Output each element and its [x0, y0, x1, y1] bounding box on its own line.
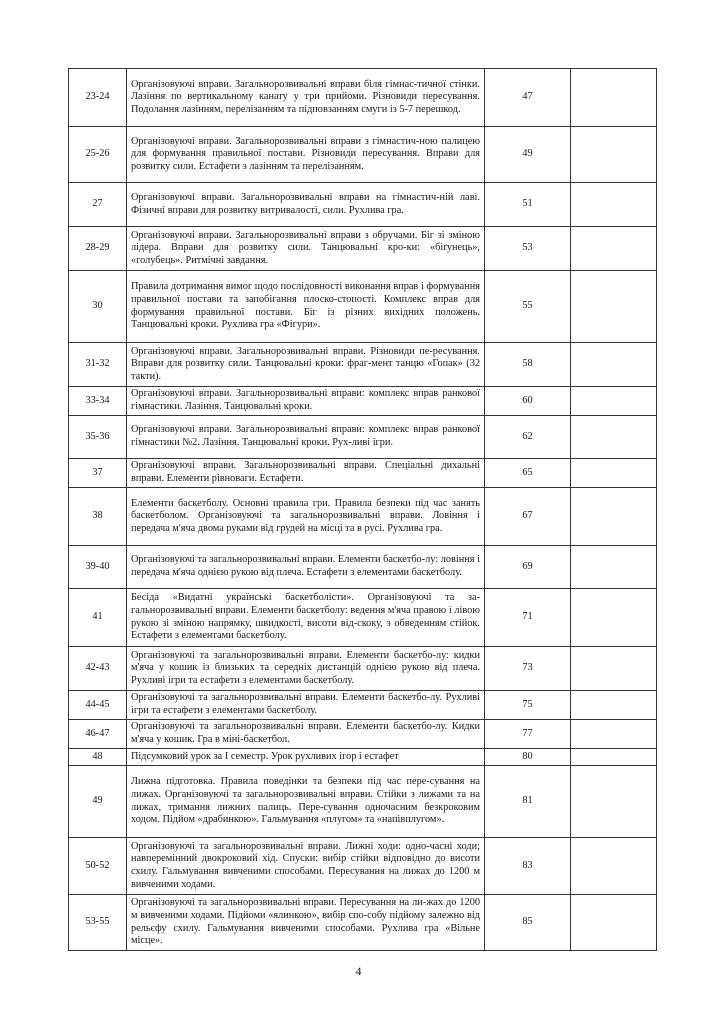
lesson-number-cell: 30 [69, 271, 127, 343]
lesson-number-cell: 50-52 [69, 838, 127, 895]
lesson-content-cell: Елементи баскетболу. Основні правила гри. Правила безпеки під час занять баскетболом. Організовуючі та загальнорозвивальні вправи. Ловіння і передача м'яча двома руками від грудей на місці та в русі. Рухлива гра. [127, 488, 485, 546]
lesson-content-cell: Організовуючі вправи. Загальнорозвивальні вправи: комплекс вправ ранкової гімнастики №2. Лазіння. Танцювальні кроки. Рух-ливі ігри. [127, 416, 485, 459]
lesson-content-cell: Правила дотримання вимог щодо послідовності виконання вправ і формування правильної постави та запобігання плоско-стопості. Комплекс вправ для формування правильної постави. Біг із різних вихідних положень. Танцювальні кроки. Рухлива гра «Фігури». [127, 271, 485, 343]
empty-cell [571, 69, 657, 127]
empty-cell [571, 895, 657, 951]
table-row [69, 546, 657, 589]
lesson-plan-body [69, 69, 657, 951]
lesson-number-cell: 28-29 [69, 227, 127, 271]
empty-cell [571, 838, 657, 895]
table-row [69, 459, 657, 488]
lesson-number-cell: 23-24 [69, 69, 127, 127]
table-row [69, 589, 657, 647]
empty-cell [571, 720, 657, 749]
page-reference-cell: 65 [485, 459, 571, 488]
lesson-number-cell: 25-26 [69, 127, 127, 183]
page-reference-cell: 49 [485, 127, 571, 183]
lesson-content-cell: Організовуючі вправи. Загальнорозвивальні вправи з гімнастич-ною палицею для формування правильної постави. Різновиди пересування. Вправи для розвитку сили. Естафети з лазінням та перелізанням. [127, 127, 485, 183]
empty-cell [571, 127, 657, 183]
page-reference-cell: 81 [485, 766, 571, 838]
empty-cell [571, 647, 657, 691]
lesson-content-cell: Лижна підготовка. Правила поведінки та безпеки під час пере-сування на лижах. Організовуючі та загальнорозвивальні вправи. Стійки з лижами та на лижах, тримання лижних палиць. Пере-сування одночасним безкроковим ходом. Підйом «драбинкою». Гальмування «плугом» та «напівплугом». [127, 766, 485, 838]
lesson-number-cell: 53-55 [69, 895, 127, 951]
lesson-number-cell: 41 [69, 589, 127, 647]
empty-cell [571, 459, 657, 488]
lesson-number-cell: 49 [69, 766, 127, 838]
lesson-content-cell: Організовуючі вправи. Загальнорозвивальні вправи з обручами. Біг зі зміною лідера. Вправи для розвитку сили. Танцювальні кро-ки: «біґунець», «голубець». Ритмічні завдання. [127, 227, 485, 271]
empty-cell [571, 227, 657, 271]
lesson-content-cell: Організовуючі вправи. Загальнорозвивальні вправи: комплекс вправ ранкової гімнастики. Лазіння. Танцювальні кроки. [127, 387, 485, 416]
table-row [69, 227, 657, 271]
lesson-content-cell: Організовуючі та загальнорозвивальні вправи. Елементи баскетбо-лу: ловіння і передача м'яча однією рукою від плеча. Естафети з елементами баскетболу. [127, 546, 485, 589]
lesson-content-cell: Організовуючі вправи. Загальнорозвивальні вправи. Різновиди пе-ресування. Вправи для розвитку сили. Танцювальні кроки: фраг-мент танцю «Гопак» (32 такти). [127, 343, 485, 387]
table-row [69, 127, 657, 183]
lesson-content-cell: Організовуючі вправи. Загальнорозвивальні вправи на гімнастич-ній лаві. Фізичні вправи для розвитку витривалості, сили. Рухлива гра. [127, 183, 485, 227]
lesson-number-cell: 48 [69, 749, 127, 766]
page-reference-cell: 71 [485, 589, 571, 647]
lesson-plan-table [68, 68, 657, 951]
table-row [69, 766, 657, 838]
empty-cell [571, 343, 657, 387]
page-reference-cell: 80 [485, 749, 571, 766]
page-reference-cell: 51 [485, 183, 571, 227]
empty-cell [571, 387, 657, 416]
lesson-number-cell: 31-32 [69, 343, 127, 387]
lesson-number-cell: 42-43 [69, 647, 127, 691]
table-row [69, 69, 657, 127]
page-reference-cell: 83 [485, 838, 571, 895]
lesson-content-cell: Організовуючі вправи. Загальнорозвивальні вправи біля гімнас-тичної стінки. Лазіння по вертикальному канату у три прийоми. Різновиди пересування. Подолання лазінням, перелізанням та підповзанням смуги із 5-7 перешкод. [127, 69, 485, 127]
lesson-number-cell: 33-34 [69, 387, 127, 416]
empty-cell [571, 691, 657, 720]
page-reference-cell: 77 [485, 720, 571, 749]
lesson-number-cell: 37 [69, 459, 127, 488]
empty-cell [571, 416, 657, 459]
lesson-content-cell: Підсумковий урок за І семестр. Урок рухливих ігор і естафет [127, 749, 485, 766]
page-reference-cell: 58 [485, 343, 571, 387]
page-reference-cell: 62 [485, 416, 571, 459]
table-row [69, 647, 657, 691]
lesson-content-cell: Організовуючі та загальнорозвивальні вправи. Лижні ходи: одно-часні ходи; навперемінний двокроковий хід. Спуски: вибір стійки відповідно до висоти схилу. Гальмування вивченими способами. Пересування на лижах до 1200 м вивченими ходами. [127, 838, 485, 895]
table-row [69, 271, 657, 343]
empty-cell [571, 589, 657, 647]
table-row [69, 838, 657, 895]
lesson-number-cell: 38 [69, 488, 127, 546]
lesson-number-cell: 39-40 [69, 546, 127, 589]
table-row [69, 749, 657, 766]
lesson-number-cell: 46-47 [69, 720, 127, 749]
table-row [69, 691, 657, 720]
lesson-content-cell: Організовуючі та загальнорозвивальні вправи. Пересування на ли-жах до 1200 м вивченими ходами. Підйоми «ялинкою», вибір спо-собу підйому залежно від рельєфу схилу. Гальмування вивченими способами. Рухлива гра «Вільне місце». [127, 895, 485, 951]
lesson-number-cell: 35-36 [69, 416, 127, 459]
lesson-content-cell: Організовуючі та загальнорозвивальні вправи. Елементи баскетбо-лу: кидки м'яча у кошик із близьких та середніх дистанцій однією рукою від плеча. Рухливі ігри та естафети з елементами баскетболу. [127, 647, 485, 691]
empty-cell [571, 766, 657, 838]
page-reference-cell: 69 [485, 546, 571, 589]
lesson-content-cell: Організовуючі вправи. Загальнорозвивальні вправи. Спеціальні дихальні вправи. Елементи рівноваги. Естафети. [127, 459, 485, 488]
table-row [69, 416, 657, 459]
page-reference-cell: 60 [485, 387, 571, 416]
lesson-content-cell: Організовуючі та загальнорозвивальні вправи. Елементи баскетбо-лу. Рухливі ігри та естафети з елементами баскетболу. [127, 691, 485, 720]
table-row [69, 488, 657, 546]
empty-cell [571, 488, 657, 546]
lesson-content-cell: Бесіда «Видатні українські баскетболісти». Організовуючі та за-гальнорозвивальні вправи. Елементи баскетболу: ведення м'яча правою і лівою рукою зі зміною напрямку, швидкості, висоти від-скоку, з обведенням стійок. Естафети з елементами баскетболу. [127, 589, 485, 647]
lesson-content-cell: Організовуючі та загальнорозвивальні вправи. Елементи баскетбо-лу. Кидки м'яча у кошик. Гра в міні-баскетбол. [127, 720, 485, 749]
table-row [69, 387, 657, 416]
table-row [69, 343, 657, 387]
page-reference-cell: 85 [485, 895, 571, 951]
empty-cell [571, 749, 657, 766]
page-reference-cell: 73 [485, 647, 571, 691]
table-row [69, 720, 657, 749]
page-number: 4 [355, 964, 362, 978]
page-reference-cell: 75 [485, 691, 571, 720]
page-reference-cell: 55 [485, 271, 571, 343]
empty-cell [571, 546, 657, 589]
empty-cell [571, 183, 657, 227]
page-reference-cell: 53 [485, 227, 571, 271]
lesson-number-cell: 44-45 [69, 691, 127, 720]
lesson-number-cell: 27 [69, 183, 127, 227]
page-reference-cell: 67 [485, 488, 571, 546]
table-row [69, 895, 657, 951]
table-row [69, 183, 657, 227]
page-reference-cell: 47 [485, 69, 571, 127]
empty-cell [571, 271, 657, 343]
